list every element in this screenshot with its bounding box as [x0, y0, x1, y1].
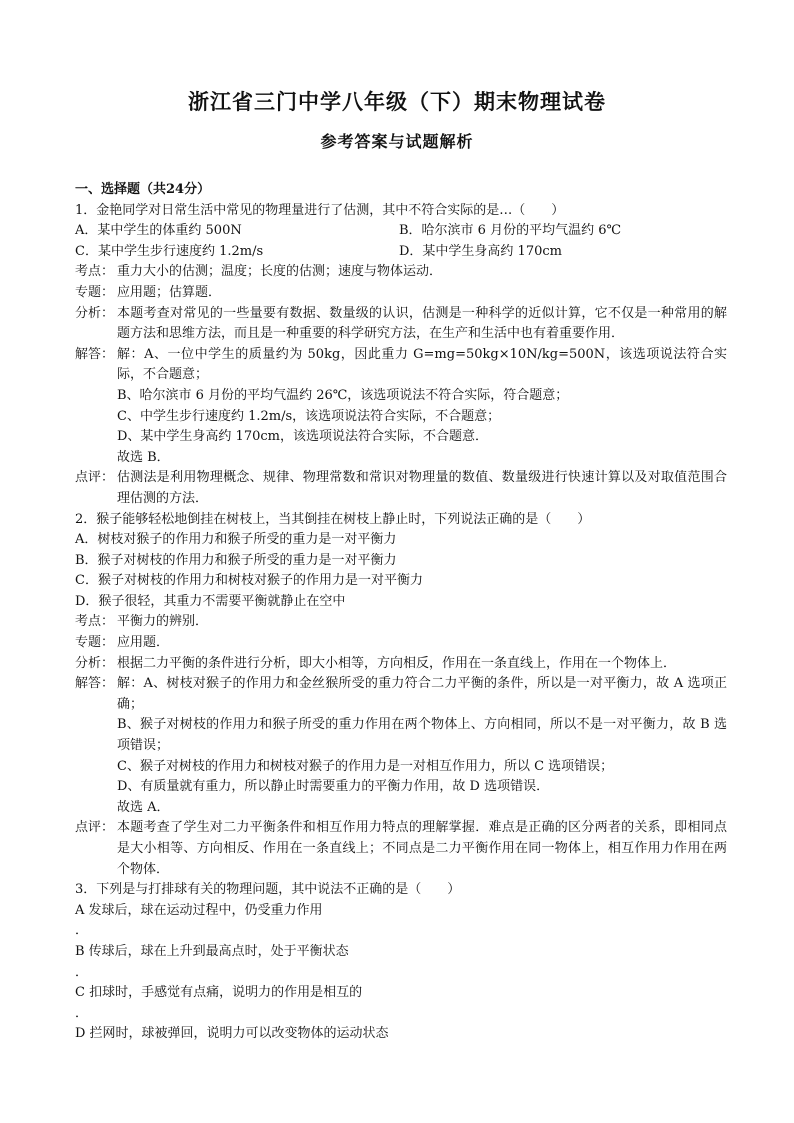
- kaodian-text: 平衡力的辨别．: [117, 614, 209, 630]
- question-1-option-c: C．某中学生步行速度约 1.2m/s: [75, 243, 264, 259]
- option-separator-dot: ．: [75, 964, 89, 980]
- question-3-option-a: A 发球后，球在运动过程中，仍受重力作用: [75, 902, 323, 918]
- question-3-option-c: C 扣球时，手感觉有点痛，说明力的作用是相互的: [75, 985, 363, 1001]
- zhuanti-text: 应用题．: [117, 635, 170, 651]
- fenxi-text: 本题考查对常见的一些量要有数据、数量级的认识，估测是一种科学的近似计算，它不仅是一种常用的解题方法和思维方法，而且是一种重要的科学研究方法，在生产和生活中也有着重要作用．: [117, 305, 727, 342]
- jieda-line: B、猴子对树枝的作用力和猴子所受的重力作用在两个物体上、方向相同，所以不是一对平衡力，故 B 选项错误；: [117, 717, 727, 754]
- jieda-line: 故选 A．: [117, 799, 170, 815]
- question-1-kaodian: [75, 262, 727, 283]
- question-2-kaodian: [75, 612, 727, 633]
- jieda-line: 解：A、一位中学生的质量约为 50kg，因此重力 G=mg=50kg×10N/kg=500N，该选项说法符合实际，不合题意；: [117, 346, 727, 383]
- jieda-text: [117, 674, 727, 818]
- question-2-jieda: [75, 674, 727, 818]
- dianping-text: 本题考查了学生对二力平衡条件和相互作用力特点的理解掌握．难点是正确的区分两者的关系，即相同点是大小相等、方向相反、作用在一条直线上；不同点是二力平衡作用在同一物体上，相互作用力作用在两个物体．: [117, 820, 727, 877]
- question-1-options-row-1: [75, 221, 727, 242]
- option-separator-dot: ．: [75, 1005, 89, 1021]
- dianping-label: 点评：: [75, 470, 115, 486]
- jieda-text: [117, 345, 727, 469]
- fenxi-label: 分析：: [75, 305, 115, 321]
- jieda-label: 解答：: [75, 346, 115, 362]
- fenxi-label: 分析：: [75, 655, 115, 671]
- jieda-line: D、某中学生身高约 170cm，该选项说法符合实际，不合题意．: [117, 429, 488, 445]
- document-body: [75, 180, 727, 1045]
- section-heading: 一、选择题（共24分）: [75, 182, 211, 197]
- question-1-option-a: A．某中学生的体重约 500N: [75, 223, 242, 239]
- question-2-option-b: B．猴子对树枝的作用力和猴子所受的重力是一对平衡力: [75, 552, 397, 568]
- question-1-dianping: [75, 468, 727, 509]
- kaodian-label: 考点：: [75, 264, 115, 280]
- kaodian-label: 考点：: [75, 614, 115, 630]
- question-2-zhuanti: [75, 633, 727, 654]
- fenxi-text: 根据二力平衡的条件进行分析，即大小相等，方向相反，作用在一条直线上，作用在一个物体上．: [117, 655, 677, 671]
- jieda-line: C、猴子对树枝的作用力和树枝对猴子的作用力是一对相互作用力，所以 C 选项错误；: [117, 758, 614, 774]
- question-3-option-b: B 传球后，球在上升到最高点时，处于平衡状态: [75, 943, 349, 959]
- question-2-dianping: [75, 818, 727, 880]
- zhuanti-label: 专题：: [75, 635, 115, 651]
- jieda-line: 解：A、树枝对猴子的作用力和金丝猴所受的重力符合二力平衡的条件，所以是一对平衡力，故 A 选项正确；: [117, 676, 727, 712]
- option-separator-dot: ．: [75, 923, 89, 939]
- question-3-option-d: D 拦网时，球被弹回，说明力可以改变物体的运动状态: [75, 1026, 389, 1042]
- zhuanti-label: 专题：: [75, 284, 115, 300]
- dianping-label: 点评：: [75, 820, 115, 836]
- question-1-options-row-2: [75, 242, 727, 263]
- question-3-stem: 3．下列是与打排球有关的物理问题，其中说法不正确的是（ ）: [75, 882, 461, 898]
- kaodian-text: 重力大小的估测；温度；长度的估测；速度与物体运动．: [117, 264, 443, 280]
- question-2-option-d: D．猴子很轻，其重力不需要平衡就静止在空中: [75, 593, 346, 609]
- question-1-zhuanti: [75, 283, 727, 304]
- question-2-option-a: A．树枝对猴子的作用力和猴子所受的重力是一对平衡力: [75, 532, 397, 548]
- question-2-stem: 2．猴子能够轻松地倒挂在树枝上，当其倒挂在树枝上静止时，下列说法正确的是（ ）: [75, 511, 591, 527]
- page-title: 浙江省三门中学八年级（下）期末物理试卷: [188, 89, 606, 114]
- question-1-option-d: D．某中学生身高约 170cm: [399, 243, 562, 259]
- jieda-line: D、有质量就有重力，所以静止时需要重力的平衡力作用，故 D 选项错误．: [117, 779, 550, 795]
- question-1-option-b: B．哈尔滨市 6 月份的平均气温约 6℃: [399, 223, 622, 239]
- question-1-fenxi: [75, 304, 727, 345]
- jieda-line: 故选 B．: [117, 449, 170, 465]
- question-2-fenxi: [75, 654, 727, 675]
- question-1-stem: 1．金艳同学对日常生活中常见的物理量进行了估测，其中不符合实际的是…（ ）: [75, 202, 565, 218]
- question-1-jieda: [75, 345, 727, 469]
- jieda-line: B、哈尔滨市 6 月份的平均气温约 26℃，该选项说法不符合实际，符合题意；: [117, 387, 569, 403]
- jieda-line: C、中学生步行速度约 1.2m/s，该选项说法符合实际，不合题意；: [117, 408, 501, 424]
- dianping-text: 估测法是利用物理概念、规律、物理常数和常识对物理量的数值、数量级进行快速计算以及对取值范围合理估测的方法．: [117, 470, 727, 506]
- question-2-option-c: C．猴子对树枝的作用力和树枝对猴子的作用力是一对平衡力: [75, 573, 423, 589]
- zhuanti-text: 应用题；估算题．: [117, 284, 222, 300]
- jieda-label: 解答：: [75, 676, 115, 692]
- page-subtitle: 参考答案与试题解析: [320, 132, 474, 151]
